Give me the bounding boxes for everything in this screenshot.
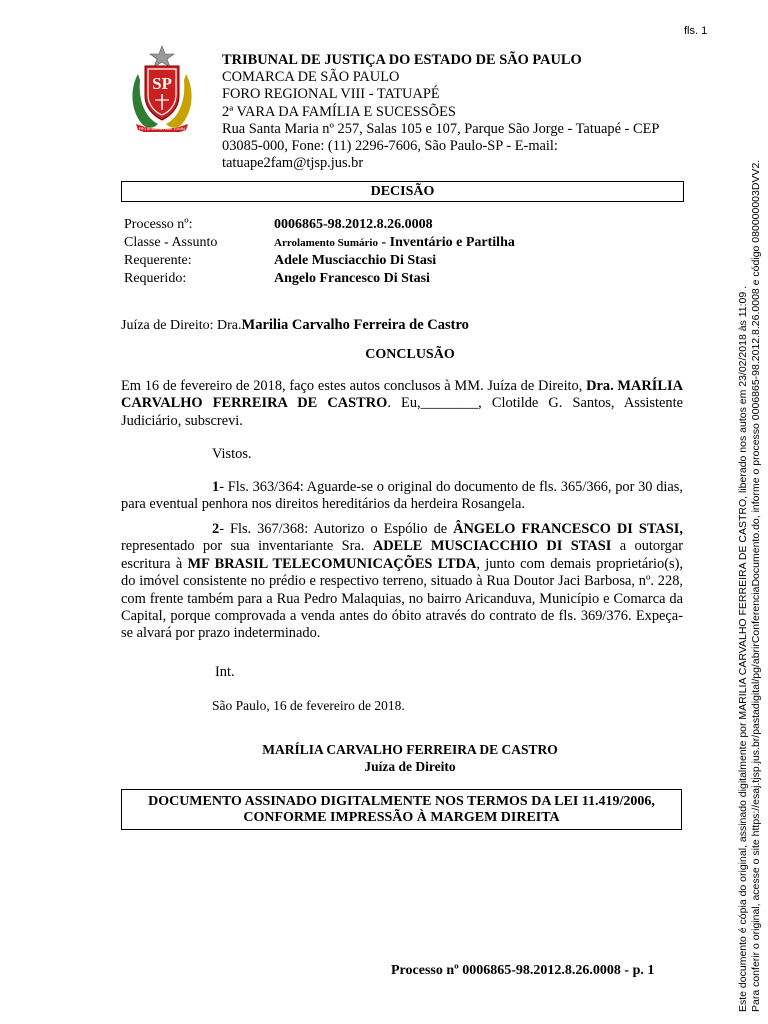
item-1-number: 1 (212, 479, 220, 495)
date-line: São Paulo, 16 de fevereiro de 2018. (212, 698, 405, 713)
conclusao-judge: Dra. MARÍLIA CARVALHO FERREIRA DE CASTRO (121, 378, 683, 412)
item-2-text-1: - Fls. 367/368: Autorizo o Espólio de (219, 521, 454, 537)
judge-prefix: Juíza de Direito: Dra. (121, 318, 242, 333)
court-header (222, 52, 682, 172)
meta-row-classe (124, 234, 515, 252)
item-2-number: 2 (212, 521, 220, 537)
conclusao-paragraph (121, 378, 683, 430)
page-number: fls. 1 (684, 25, 708, 37)
margin-notice-line-2: Para conferir o original, acesse o site https://esaj.tjsp.jus.br/pastadigital/pg/abrirConferenciaDocumento.do, informe o processo 0006865-98.2012.8.26.0008 e código 080000003DVV2. (750, 159, 762, 1012)
signature-name: MARÍLIA CARVALHO FERREIRA DE CASTRO (262, 742, 558, 757)
int-line: Int. (215, 664, 235, 680)
foro: FORO REGIONAL VIII - TATUAPÉ (222, 86, 440, 103)
conclusao-text-2: . Eu,________, Clotilde G. Santos, Assistente Judiciário, subscrevi. (121, 395, 683, 429)
processo-label: Processo nº: (124, 217, 193, 232)
meta-row-requerente (124, 252, 515, 270)
signature-block (0, 741, 768, 775)
processo-value: 0006865-98.2012.8.26.0008 (274, 217, 433, 232)
item-2-company-name: MF BRASIL TELECOMUNICAÇÕES LTDA (187, 555, 477, 572)
item-2-text-4: , junto com demais proprietário(s), do imóvel consistente no prédio e respectivo terreno, situado à Rua Doutor Jaci Barbosa, nº. 228, com frente também para a Rua Pedro Malaquias, no bairro Aricanduva, Município e Comarca da Capital, porque comprovada a venda antes do óbito através do contrato de fls. 369/376. Expeça-se alvará por prazo indeterminado. (121, 555, 683, 642)
seal-text: SP (152, 74, 172, 93)
meta-row-requerido (124, 270, 515, 288)
court-title: TRIBUNAL DE JUSTIÇA DO ESTADO DE SÃO PAULO (222, 52, 582, 68)
item-2-text-3: a outorgar escritura à (121, 538, 683, 572)
document-title: DECISÃO (121, 181, 684, 202)
signature-role: Juíza de Direito (364, 759, 456, 774)
seal-motto: PRO BRASILIA FIANT EXIMIA (138, 127, 186, 131)
conclusao-text-1: Em 16 de fevereiro de 2018, faço estes autos conclusos à MM. Juíza de Direito, (121, 378, 587, 394)
digital-notice-line-1: DOCUMENTO ASSINADO DIGITALMENTE NOS TERMOS DA LEI 11.419/2006, (148, 794, 655, 809)
meta-row-processo (124, 216, 515, 234)
classe-label: Classe - Assunto (124, 235, 218, 250)
judge-name: Marilia Carvalho Ferreira de Castro (241, 317, 469, 333)
vara: 2ª VARA DA FAMÍLIA E SUCESSÕES (222, 103, 456, 120)
court-address: Rua Santa Maria nº 257, Salas 105 e 107, Parque São Jorge - Tatuapé - CEP 03085-000, Fone: (11) 2296-7606, São Paulo-SP - E-mail: tatuape2fam@tjsp.jus.br (222, 120, 659, 172)
requerente-label: Requerente: (124, 253, 192, 268)
item-2-executor-name: ADELE MUSCIACCHIO DI STASI (372, 538, 612, 555)
margin-authentication-notice (737, 122, 767, 1012)
classe-value: - Inventário e Partilha (377, 235, 515, 250)
item-1-paragraph (121, 479, 683, 514)
digital-notice-line-2: CONFORME IMPRESSÃO À MARGEM DIREITA (243, 810, 560, 825)
digital-signature-notice (121, 789, 682, 830)
page-footer: Processo nº 0006865-98.2012.8.26.0008 - p. 1 (391, 963, 655, 978)
item-2-estate-name: ÂNGELO FRANCESCO DI STASI, (453, 521, 683, 537)
margin-notice-line-1: Este documento é cópia do original, assinado digitalmente por MARILIA CARVALHO FERREIRA DE CASTRO, liberado nos autos em 23/02/2018 às 11:09 . (737, 285, 749, 1012)
sao-paulo-seal-logo (128, 44, 196, 132)
vistos: Vistos. (212, 446, 252, 462)
judge-line (121, 317, 469, 334)
conclusao-title: CONCLUSÃO (365, 347, 455, 362)
item-1-text: - Fls. 363/364: Aguarde-se o original do documento de fls. 365/366, por 30 dias, para eventual penhora nos direitos hereditários da herdeira Rosangela. (121, 479, 683, 513)
requerido-label: Requerido: (124, 271, 187, 286)
requerente-value: Adele Musciacchio Di Stasi (274, 253, 437, 268)
item-2-paragraph (121, 521, 683, 643)
requerido-value: Angelo Francesco Di Stasi (274, 271, 430, 286)
case-metadata (124, 216, 515, 288)
item-2-text-2: representado por sua inventariante Sra. (121, 538, 373, 555)
classe-small: Arrolamento Sumário (274, 237, 378, 249)
comarca: COMARCA DE SÃO PAULO (222, 69, 400, 86)
